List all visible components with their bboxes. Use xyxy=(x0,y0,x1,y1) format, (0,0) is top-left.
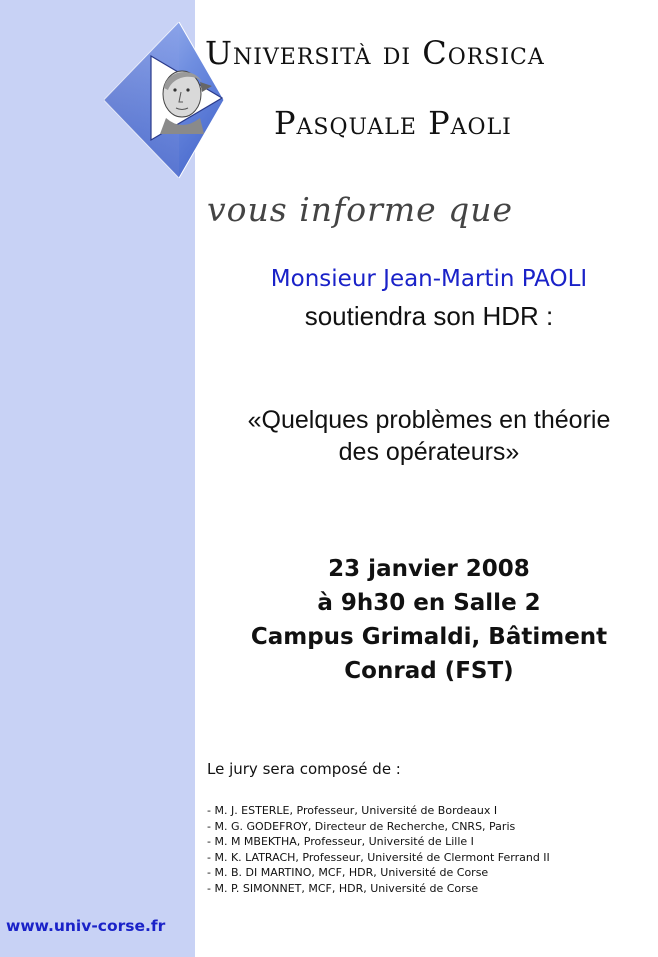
event-location: Campus Grimaldi, Bâtiment xyxy=(250,624,608,650)
jury-member: - M. B. DI MARTINO, MCF, HDR, Université de Corse xyxy=(207,866,489,880)
jury-member: - M. M MBEKTHA, Professeur, Université de Lille I xyxy=(207,835,474,849)
jury-member: - M. K. LATRACH, Professeur, Université de Clermont Ferrand II xyxy=(207,850,550,864)
thesis-title-line: «Quelques problèmes en théorie xyxy=(247,406,611,434)
event-date: 23 janvier 2008 xyxy=(328,556,530,582)
jury-member: - M. G. GODEFROY, Directeur de Recherche, CNRS, Paris xyxy=(207,819,516,833)
thesis-title xyxy=(200,404,658,468)
jury-member: - M. J. ESTERLE, Professeur, Université de Bordeaux I xyxy=(207,804,498,817)
university-subname: Pasquale Paoli xyxy=(274,104,512,142)
jury-list xyxy=(207,803,550,897)
intro-text: vous informe que xyxy=(207,190,514,229)
event-details xyxy=(200,552,658,688)
event-time-room: à 9h30 en Salle 2 xyxy=(317,590,541,616)
jury-member: - M. P. SIMONNET, MCF, HDR, Université de Corse xyxy=(207,881,479,895)
website-link[interactable]: www.univ-corse.fr xyxy=(6,917,166,935)
event-location-building: Conrad (FST) xyxy=(344,658,514,684)
jury-heading: Le jury sera composé de : xyxy=(207,760,401,778)
candidate-name: Monsieur Jean-Martin PAOLI xyxy=(270,266,588,292)
defense-announcement: soutiendra son HDR : xyxy=(304,301,554,331)
university-name: Università di Corsica xyxy=(205,34,545,72)
thesis-title-line: des opérateurs» xyxy=(338,438,520,466)
